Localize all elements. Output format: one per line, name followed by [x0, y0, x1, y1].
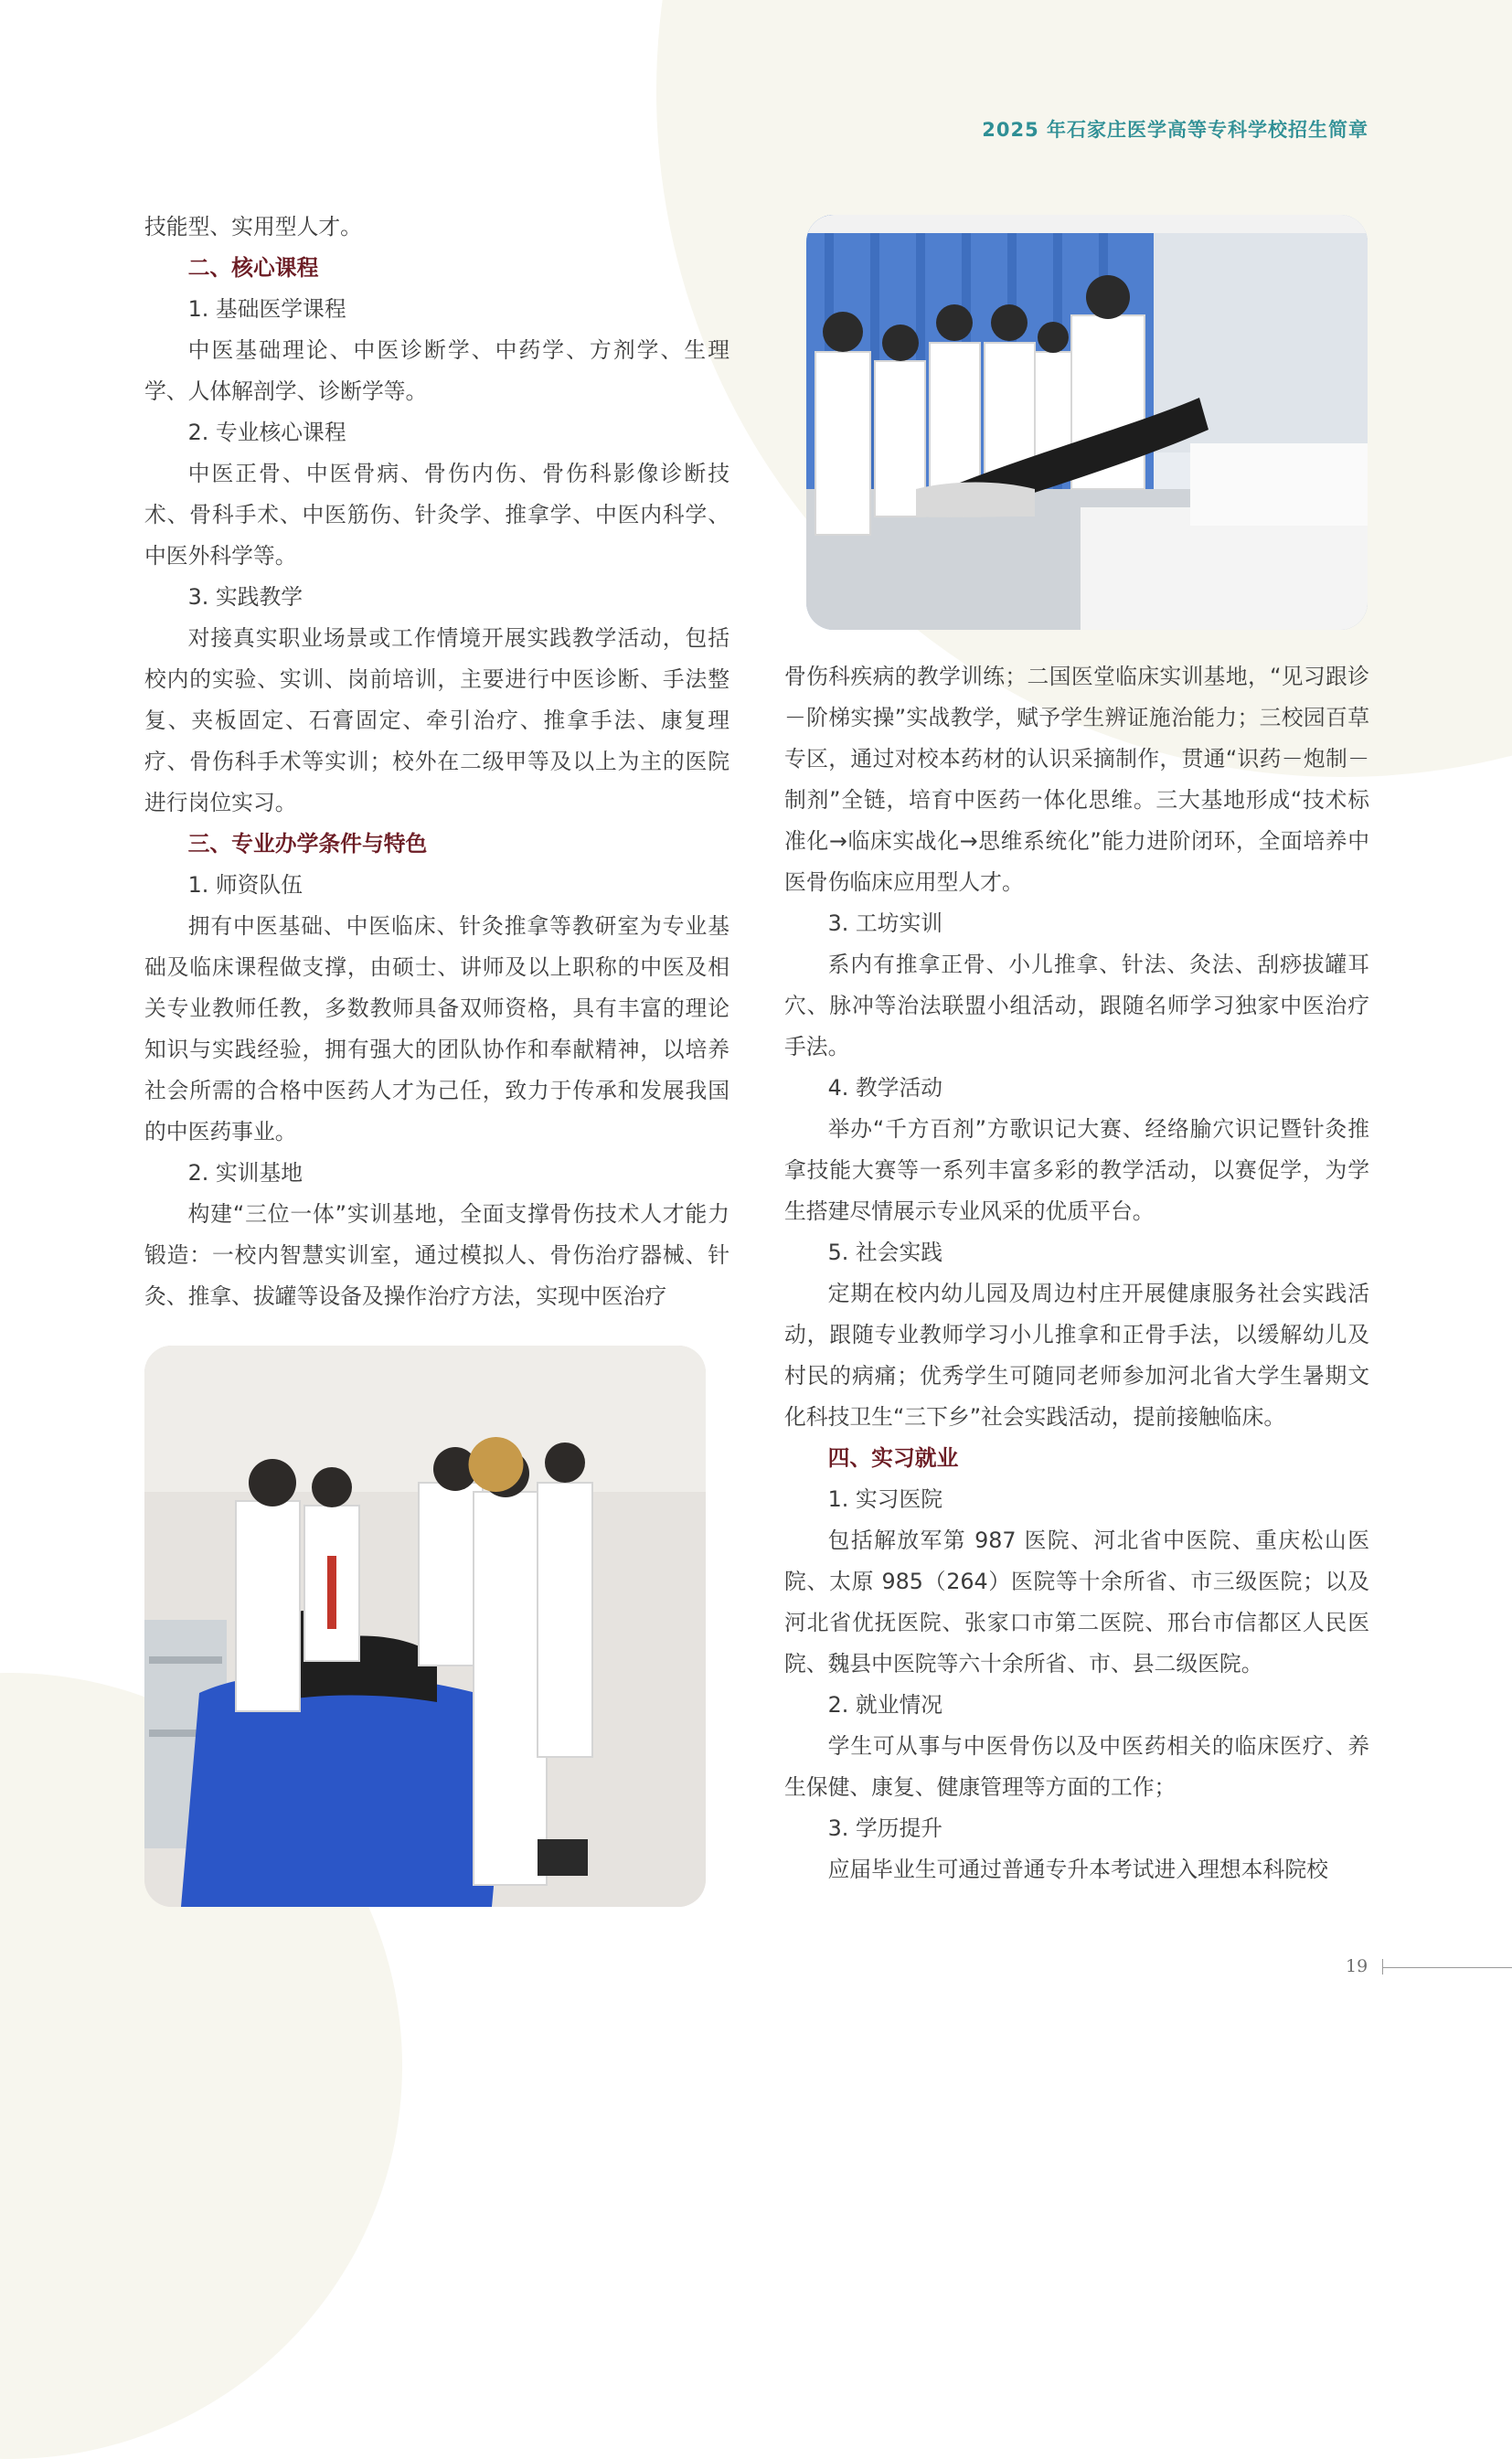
section-heading: 二、核心课程: [187, 255, 319, 281]
body-paragraph: 应届毕业生可通过普通专升本考试进入理想本科院校: [827, 1857, 1328, 1882]
subsection-title: 2. 专业核心课程: [187, 420, 346, 445]
section-heading: 四、实习就业: [827, 1445, 959, 1471]
body-paragraph: 学生可从事与中医骨伤以及中医药相关的临床医疗、养生保健、康复、健康管理等方面的工作；: [784, 1733, 1369, 1800]
subsection-title: 3. 学历提升: [827, 1815, 943, 1841]
right-text-column: [784, 656, 1369, 1890]
body-paragraph: 构建“三位一体”实训基地，全面支撑骨伤技术人才能力锻造：一校内智慧实训室，通过模拟人、骨伤治疗器械、针灸、推拿、拔罐等设备及操作治疗方法，实现中医治疗: [144, 1201, 729, 1309]
subsection-title: 5. 社会实践: [827, 1240, 943, 1265]
photo-massage-practice-illustration: [144, 1346, 706, 1907]
body-paragraph: 拥有中医基础、中医临床、针灸推拿等教研室为专业基础及临床课程做支撑，由硕士、讲师及以上职称的中医及相关专业教师任教，多数教师具备双师资格，具有丰富的理论知识与实践经验，拥有强大的团队协作和奉献精神，以培养社会所需的合格中医药人才为己任，致力于传承和发展我国的中医药事业。: [144, 913, 729, 1144]
photo-massage-demonstration-illustration: [806, 215, 1368, 630]
body-paragraph: 举办“千方百剂”方歌识记大赛、经络腧穴识记暨针灸推拿技能大赛等一系列丰富多彩的教学活动，以赛促学，为学生搭建尽情展示专业风采的优质平台。: [784, 1116, 1369, 1224]
subsection-title: 1. 实习医院: [827, 1486, 943, 1512]
subsection-title: 4. 教学活动: [827, 1075, 943, 1101]
body-paragraph: 中医基础理论、中医诊断学、中药学、方剂学、生理学、人体解剖学、诊断学等。: [144, 337, 729, 404]
section-heading: 三、专业办学条件与特色: [187, 831, 428, 857]
body-paragraph: 定期在校内幼儿园及周边村庄开展健康服务社会实践活动，跟随专业教师学习小儿推拿和正骨手法，以缓解幼儿及村民的病痛；优秀学生可随同老师参加河北省大学生暑期文化科技卫生“三下乡”社会实践活动，提前接触临床。: [784, 1281, 1369, 1430]
photo-massage-practice: [144, 1346, 706, 1907]
subsection-title: 2. 实训基地: [187, 1160, 303, 1186]
page-number-divider-line: [1382, 1967, 1512, 1968]
body-paragraph: 系内有推拿正骨、小儿推拿、针法、灸法、刮痧拔罐耳穴、脉冲等治法联盟小组活动，跟随名师学习独家中医治疗手法。: [784, 952, 1369, 1059]
body-paragraph: 包括解放军第 987 医院、河北省中医院、重庆松山医院、太原 985（264）医院等十余所省、市三级医院；以及河北省优抚医院、张家口市第二医院、邢台市信都区人民医院、魏县中医院等六十余所省、市、县二级医院。: [784, 1528, 1369, 1677]
body-paragraph: 中医正骨、中医骨病、骨伤内伤、骨伤科影像诊断技术、骨科手术、中医筋伤、针灸学、推拿学、中医内科学、中医外科学等。: [144, 461, 729, 569]
subsection-title: 1. 基础医学课程: [187, 296, 346, 322]
left-text-column: [144, 207, 729, 1317]
photo-massage-demonstration: [806, 215, 1368, 630]
document-header-title: 2025 年石家庄医学高等专科学校招生简章: [982, 119, 1368, 141]
subsection-title: 3. 工坊实训: [827, 910, 943, 936]
subsection-title: 3. 实践教学: [187, 584, 303, 610]
body-paragraph: 对接真实职业场景或工作情境开展实践教学活动，包括校内的实验、实训、岗前培训，主要进行中医诊断、手法整复、夹板固定、石膏固定、牵引治疗、推拿手法、康复理疗、骨伤科手术等实训；校外在二级甲等及以上为主的医院进行岗位实习。: [144, 625, 729, 815]
page-number: 19: [1346, 1956, 1368, 1976]
subsection-title: 2. 就业情况: [827, 1692, 943, 1718]
continued-paragraph: 技能型、实用型人才。: [144, 214, 362, 240]
subsection-title: 1. 师资队伍: [187, 872, 303, 898]
continued-paragraph: 骨伤科疾病的教学训练；二国医堂临床实训基地，“见习跟诊－阶梯实操”实战教学，赋予学生辨证施治能力；三校园百草专区，通过对校本药材的认识采摘制作，贯通“识药－炮制－制剂”全链，培育中医药一体化思维。三大基地形成“技术标准化→临床实战化→思维系统化”能力进阶闭环，全面培养中医骨伤临床应用型人才。: [784, 664, 1369, 895]
